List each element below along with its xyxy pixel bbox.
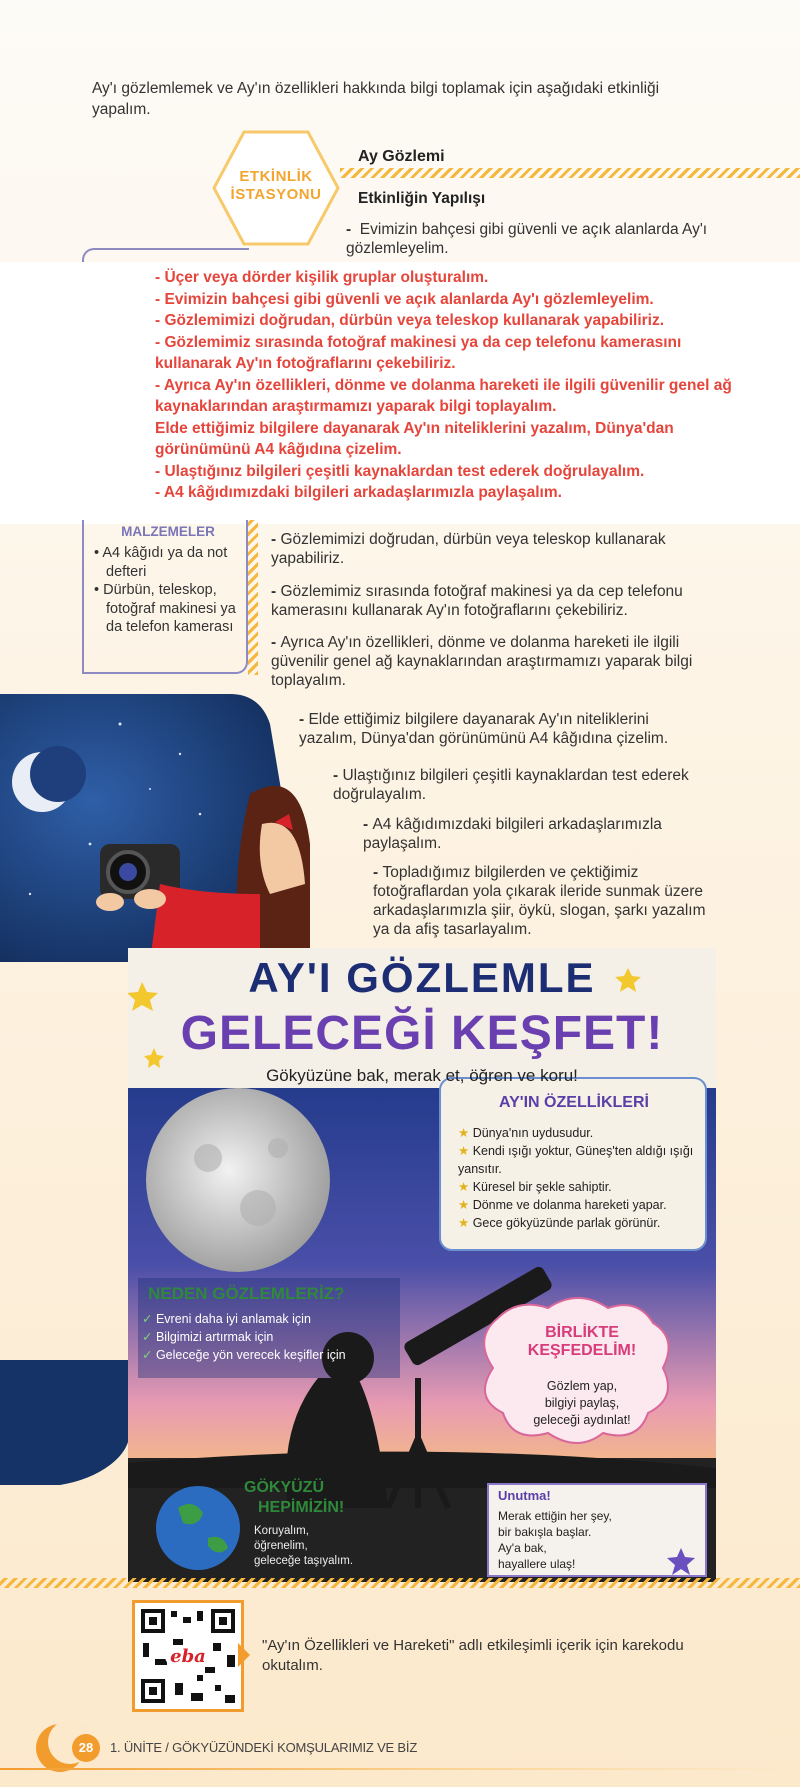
intro-text: Ay'ı gözlemlemek ve Ay'ın özellikleri hakkında bilgi toplamak için aşağıdaki etkinliği yapalım. bbox=[92, 80, 660, 118]
sky-title-2: HEPİMİZİN! bbox=[258, 1499, 345, 1516]
why-item: ✓ Bilgimizi artırmak için bbox=[142, 1330, 274, 1344]
red-step: Elde ettiğimiz bilgilere dayanarak Ay'ın niteliklerini yazalım, Dünya'dan görünümünü A4 kâğıdına çizelim. bbox=[155, 419, 674, 458]
step-item: - Evimizin bahçesi gibi güvenli ve açık alanlarda Ay'ı gözlemleyelim. bbox=[346, 221, 708, 257]
red-step: - Ulaştığınız bilgileri çeşitli kaynaklardan test ederek doğrulayalım. bbox=[155, 462, 645, 480]
sky-title: GÖKYÜZÜ bbox=[244, 1479, 324, 1496]
procedure-title: Etkinliğin Yapılışı bbox=[358, 190, 486, 207]
step-item: - Gözlemimizi doğrudan, dürbün veya teleskop kullanarak yapabiliriz. bbox=[271, 531, 666, 567]
step-item: - Topladığımız bilgilerden ve çektiğimiz fotoğraflardan yola çıkarak ileride sunmak üzere arkadaşlarımızla şiir, öykü, slogan, şarkı yazalım ya da afiş tasarlayalım. bbox=[373, 864, 706, 938]
qr-instruction: "Ay'ın Özellikleri ve Hareketi" adlı etkileşimli içerik için karekodu okutalım. bbox=[262, 1637, 684, 1674]
red-step: - Gözlemimiz sırasında fotoğraf makinesi ya da cep telefonu kamerasını kullanarak Ay'ın fotoğraflarını çekebiliriz. bbox=[155, 333, 682, 372]
step-item: - Elde ettiğimiz bilgilere dayanarak Ay'ın niteliklerini yazalım, Dünya'dan görünümünü A4 kâğıdına çizelim. bbox=[299, 711, 669, 747]
features-title: AY'IN ÖZELLİKLERİ bbox=[499, 1094, 649, 1111]
feature-item: ★ Dünya'nın uydusudur. bbox=[458, 1126, 594, 1140]
station-label-line2: İSTASYONU bbox=[230, 186, 322, 203]
materials-title: MALZEMELER bbox=[121, 524, 215, 539]
feature-item: ★ Gece gökyüzünde parlak görünür. bbox=[458, 1216, 661, 1230]
activity-title: Ay Gözlemi bbox=[358, 148, 445, 165]
girl-with-camera-illustration bbox=[0, 694, 310, 962]
why-title: NEDEN GÖZLEMLERİZ? bbox=[148, 1284, 345, 1303]
moon-observation-poster bbox=[128, 948, 716, 1582]
step-item: - Gözlemimiz sırasında fotoğraf makinesi ya da cep telefonu kamerasını kullanarak Ay'ın fotoğraflarını çekebiliriz. bbox=[271, 583, 683, 619]
red-step: - A4 kâğıdımızdaki bilgileri arkadaşlarımızla paylaşalım. bbox=[155, 484, 562, 501]
qr-pattern-icon bbox=[135, 1603, 241, 1709]
footer-line bbox=[0, 1768, 800, 1770]
hatch-divider bbox=[248, 520, 258, 675]
together-text: Gözlem yap, bilgiyi paylaş, geleceği aydınlat! bbox=[533, 1379, 631, 1427]
materials-list bbox=[92, 544, 242, 637]
qr-code[interactable] bbox=[132, 1600, 244, 1712]
station-label-line1: ETKİNLİK bbox=[239, 168, 313, 185]
forget-text: Merak ettiğin her şey, bir bakışla başlar. Ay'a bak, hayallere ulaş! bbox=[498, 1509, 612, 1571]
together-title-2: KEŞFEDELİM! bbox=[527, 1342, 637, 1359]
poster-title-2: GELECEĞİ KEŞFET! bbox=[180, 1007, 664, 1060]
night-sky-fragment bbox=[0, 1360, 130, 1485]
step-item: - Ulaştığınız bilgileri çeşitli kaynaklardan test ederek doğrulayalım. bbox=[333, 767, 689, 803]
moon-drawing bbox=[146, 1088, 330, 1272]
forget-title: Unutma! bbox=[498, 1488, 551, 1503]
red-step: - Evimizin bahçesi gibi güvenli ve açık alanlarda Ay'ı gözlemleyelim. bbox=[155, 290, 654, 308]
materials-item: • Dürbün, teleskop, fotoğraf makinesi ya da telefon kamerası bbox=[92, 581, 242, 637]
hatch-divider bbox=[0, 1578, 800, 1588]
page-number: 28 bbox=[72, 1734, 100, 1762]
step-item: - A4 kâğıdımızdaki bilgileri arkadaşlarımızla paylaşalım. bbox=[363, 816, 662, 852]
hatch-divider bbox=[340, 168, 800, 178]
unit-title: 1. ÜNİTE / GÖKYÜZÜNDEKİ KOMŞULARIMIZ VE BİZ bbox=[110, 1740, 418, 1755]
together-title: BİRLİKTE bbox=[545, 1324, 619, 1341]
red-steps-list bbox=[155, 267, 755, 504]
eba-logo: eba bbox=[170, 1646, 206, 1667]
activity-station-badge bbox=[212, 130, 340, 246]
poster-subtitle: Gökyüzüne bak, merak et, öğren ve koru! bbox=[266, 1066, 578, 1085]
arrow-icon bbox=[238, 1643, 250, 1667]
sky-text: Koruyalım, öğrenelim, geleceğe taşıyalım. bbox=[254, 1525, 354, 1567]
why-item: ✓ Evreni daha iyi anlamak için bbox=[142, 1312, 311, 1326]
why-item: ✓ Geleceğe yön verecek keşifler için bbox=[142, 1348, 346, 1362]
materials-item: • A4 kâğıdı ya da not defteri bbox=[92, 544, 242, 581]
step-item: - Ayrıca Ay'ın özellikleri, dönme ve dolanma hareketi ile ilgili güvenilir genel ağ kaynaklarından araştırmamızı yaparak bilgi toplayalım. bbox=[271, 634, 693, 689]
feature-item: ★ Kendi ışığı yoktur, Güneş'ten aldığı ışığı yansıtır. bbox=[458, 1144, 694, 1176]
features-list bbox=[458, 1124, 698, 1232]
red-step: - Üçer veya dörder kişilik gruplar oluşturalım. bbox=[155, 269, 489, 286]
red-step: - Ayrıca Ay'ın özellikleri, dönme ve dolanma hareketi ile ilgili güvenilir genel ağ kaynaklarından araştırmamızı yaparak bilgi toplayalım. bbox=[155, 376, 732, 415]
red-step: - Gözlemimizi doğrudan, dürbün veya teleskop kullanarak yapabiliriz. bbox=[155, 312, 665, 329]
feature-item: ★ Dönme ve dolanma hareketi yapar. bbox=[458, 1198, 667, 1212]
feature-item: ★ Küresel bir şekle sahiptir. bbox=[458, 1180, 612, 1194]
why-list bbox=[142, 1310, 392, 1364]
poster-title: AY'I GÖZLEMLE bbox=[248, 954, 596, 1001]
